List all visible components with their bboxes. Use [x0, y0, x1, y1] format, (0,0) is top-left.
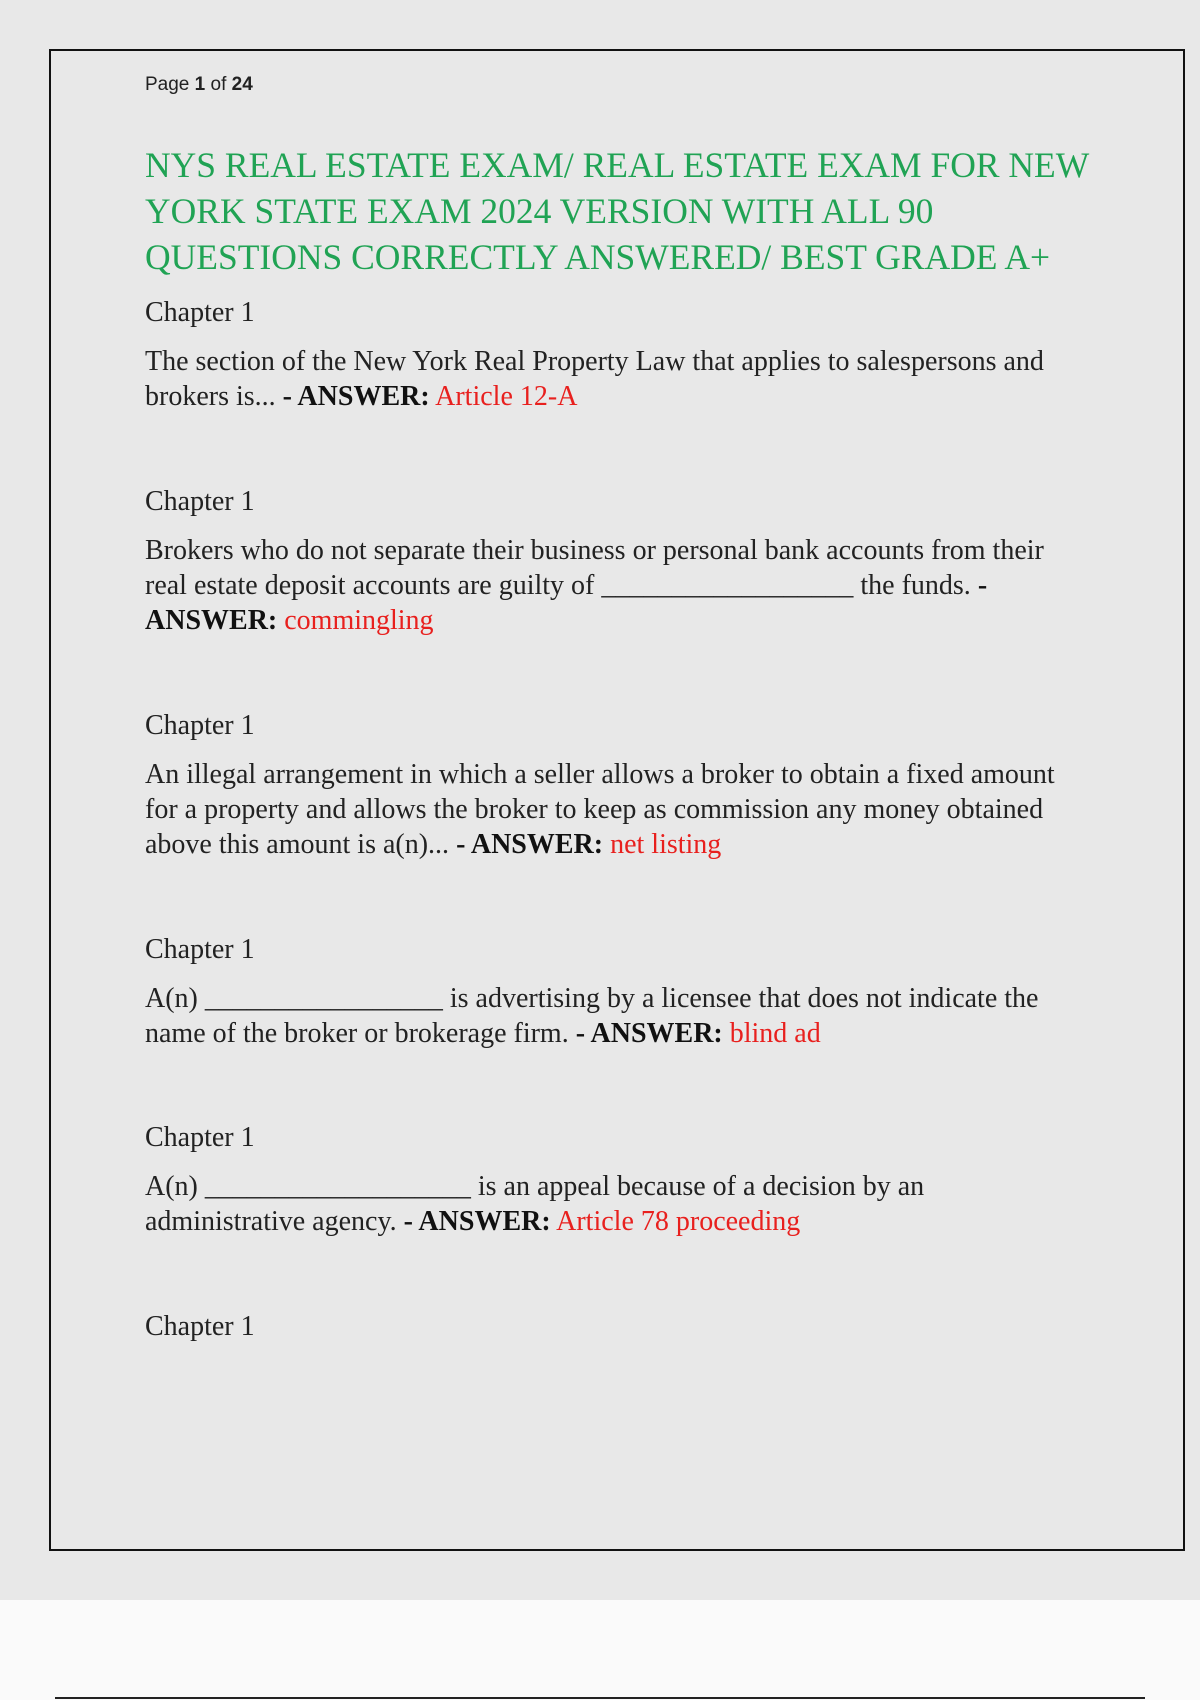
- chapter-heading: Chapter 1: [145, 710, 255, 741]
- answer-label: - ANSWER:: [282, 381, 430, 412]
- qa-item: [145, 709, 1080, 862]
- question-text: [145, 533, 1080, 638]
- question-body: An illegal arrangement in which a seller allows a broker to obtain a fixed amount for a property and allows the broker to keep as commission any money obtained above this amount is a(n)...: [145, 759, 1055, 860]
- qa-item: [145, 1121, 1080, 1239]
- page-of: of: [210, 74, 227, 95]
- page-label: Page: [145, 74, 190, 95]
- current-page: 1: [194, 74, 206, 95]
- chapter-heading: Chapter 1: [145, 1311, 255, 1342]
- question-text: [145, 344, 1080, 414]
- answer-label: - ANSWER:: [456, 829, 604, 860]
- question-body: A(n) _________________ is advertising by a licensee that does not indicate the name of the broker or brokerage firm.: [145, 983, 1039, 1049]
- qa-item: [145, 485, 1080, 638]
- question-text: [145, 757, 1080, 862]
- qa-item: [145, 1310, 1080, 1344]
- chapter-heading: Chapter 1: [145, 486, 255, 517]
- answer-text: net listing: [610, 829, 722, 860]
- question-body: A(n) ___________________ is an appeal because of a decision by an administrative agency.: [145, 1171, 925, 1237]
- question-body: Brokers who do not separate their business or personal bank accounts from their real estate deposit accounts are guilty of __________________ the funds.: [145, 535, 1044, 601]
- question-text: [145, 1169, 1080, 1239]
- qa-item: [145, 933, 1080, 1051]
- answer-text: Article 12-A: [435, 381, 578, 412]
- chapter-heading: Chapter 1: [145, 1122, 255, 1153]
- question-text: [145, 981, 1080, 1051]
- answer-label: - ANSWER:: [145, 570, 988, 636]
- total-pages: 24: [231, 74, 253, 95]
- answer-text: blind ad: [729, 1018, 821, 1049]
- answer-text: Article 78 proceeding: [556, 1206, 801, 1237]
- answer-text: commingling: [284, 605, 434, 636]
- page-indicator: [145, 74, 253, 96]
- question-body: The section of the New York Real Property Law that applies to salespersons and brokers is...: [145, 346, 1044, 412]
- lower-background: [0, 1600, 1200, 1700]
- qa-item: [145, 296, 1080, 414]
- answer-label: - ANSWER:: [575, 1018, 723, 1049]
- document-title: NYS REAL ESTATE EXAM/ REAL ESTATE EXAM FOR NEW YORK STATE EXAM 2024 VERSION WITH ALL 90 QUESTIONS CORRECTLY ANSWERED/ BEST GRADE A+: [145, 145, 1089, 277]
- chapter-heading: Chapter 1: [145, 934, 255, 965]
- next-page-top-rule: [55, 1697, 1145, 1699]
- chapter-heading: Chapter 1: [145, 297, 255, 328]
- answer-label: - ANSWER:: [403, 1206, 551, 1237]
